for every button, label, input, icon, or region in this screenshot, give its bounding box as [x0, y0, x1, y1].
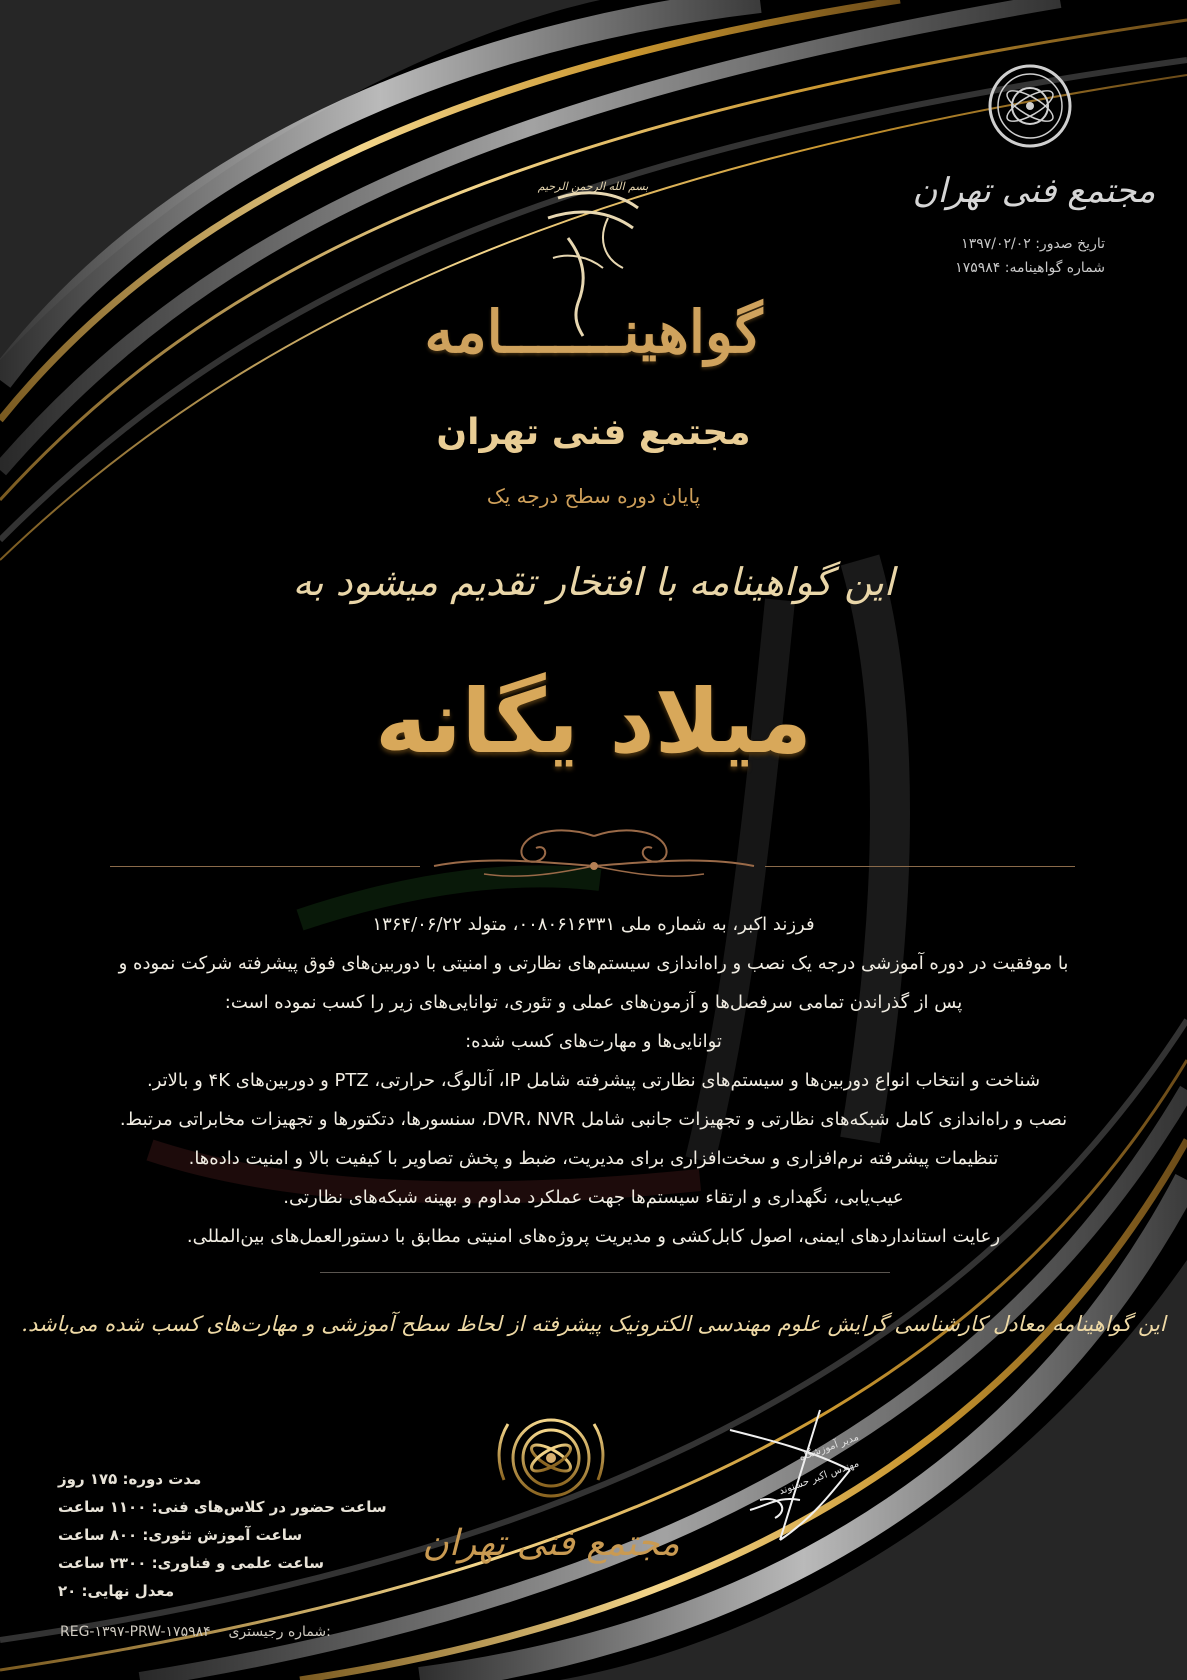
institute-logo-top: [912, 62, 1156, 232]
institute-seal: [422, 1410, 680, 1570]
issue-info: [955, 232, 1105, 280]
divider-line-right: [765, 866, 1075, 867]
body-line: شناخت و انتخاب انواع دوربین‌ها و سیستم‌های نظارتی پیشرفته شامل IP، آنالوگ، حرارتی، PTZ و دوربین‌های ۴K و بالاتر.: [146, 1070, 1041, 1091]
body-line: نصب و راه‌اندازی کامل شبکه‌های نظارتی و تجهیزات جانبی شامل DVR، NVR، سنسورها، دتکتورها و تجهیزات مخابراتی مرتبط.: [119, 1109, 1068, 1130]
body-line: رعایت استانداردهای ایمنی، اصول کابل‌کشی و مدیریت پروژه‌های امنیتی مطابق با دستورالعمل‌های بین‌المللی.: [186, 1226, 1001, 1247]
registry-number: REG-۱۳۹۷-PRW-۱۷۵۹۸۴: [60, 1624, 211, 1640]
logo-top-text: مجتمع فنی تهران: [912, 171, 1156, 211]
recipient-name: میلاد یگانه: [375, 670, 812, 773]
bismillah-text: بسم الله الرحمن الرحیم: [537, 180, 649, 193]
divider-line: [320, 1272, 890, 1273]
body-line: پس از گذراندن تمامی سرفصل‌ها و آزمون‌های عملی و تئوری، توانایی‌های زیر را کسب نموده است:: [224, 992, 963, 1013]
manager-signature: [720, 1400, 880, 1550]
stat-duration: مدت دوره: ۱۷۵ روز: [58, 1470, 202, 1488]
certificate-body: [0, 905, 1187, 1256]
certificate-number: شماره گواهینامه: ۱۷۵۹۸۴: [955, 260, 1105, 276]
signature-caption: مدیر آموزشگاه: [797, 1431, 861, 1464]
body-line: فرزند اکبر، به شماره ملی ۰۰۸۰۶۱۶۳۳۱، متولد ۱۳۶۴/۰۶/۲۲: [372, 914, 815, 935]
body-line: توانایی‌ها و مهارت‌های کسب شده:: [465, 1031, 722, 1052]
body-line: تنظیمات پیشرفته نرم‌افزاری و سخت‌افزاری برای مدیریت، ضبط و پخش تصاویر با کیفیت بالا و امنیت داده‌ها.: [188, 1148, 999, 1169]
registry: [60, 1624, 331, 1640]
presented-to: این گواهینامه با افتخار تقدیم میشود به: [292, 560, 895, 604]
stat-science: ساعت علمی و فناوری: ۲۳۰۰ ساعت: [58, 1554, 324, 1572]
stat-attendance: ساعت حضور در کلاس‌های فنی: ۱۱۰۰ ساعت: [58, 1498, 387, 1516]
divider-line-left: [110, 866, 420, 867]
seal-text: مجتمع فنی تهران: [422, 1523, 680, 1564]
certificate-title: گواهینـــــــامه: [424, 298, 763, 366]
signature-name: مهندس اکبر حسنوند: [777, 1458, 861, 1498]
ornament-flourish: [424, 822, 764, 886]
equivalence-statement: این گواهینامه معادل کارشناسی گرایش علوم مهندسی الکترونیک پیشرفته از لحاظ سطح آموزشی و مهارت‌های کسب شده می‌باشد.: [21, 1312, 1166, 1336]
body-line: با موفقیت در دوره آموزشی درجه یک نصب و راه‌اندازی سیستم‌های نظارتی و امنیتی با دوربین‌های فوق پیشرفته شرکت نموده و: [118, 953, 1069, 974]
body-line: عیب‌یابی، نگهداری و ارتقاء سیستم‌ها جهت عملکرد مداوم و بهینه شبکه‌های نظارتی.: [283, 1187, 904, 1208]
stat-theory: ساعت آموزش تئوری: ۸۰۰ ساعت: [58, 1526, 303, 1544]
institute-name: مجتمع فنی تهران: [436, 412, 751, 453]
course-completion: پایان دوره سطح درجه یک: [486, 484, 701, 508]
stat-grade: معدل نهایی: ۲۰: [58, 1582, 175, 1600]
issue-date: تاریخ صدور: ۱۳۹۷/۰۲/۰۲: [961, 236, 1105, 252]
course-stats: [58, 1465, 408, 1605]
registry-label: شماره رجیستری:: [228, 1624, 331, 1640]
